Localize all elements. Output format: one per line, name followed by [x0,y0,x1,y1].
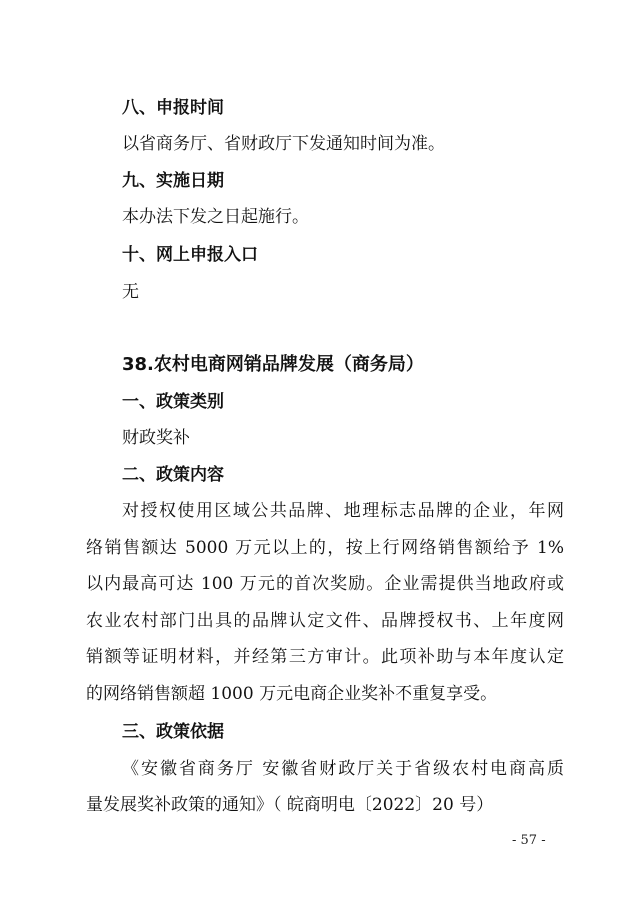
content-line: 的网络销售额超 1000 万元电商企业奖补不重复享受。 [86,684,498,704]
heading-policy-basis: 三、政策依据 [122,722,224,742]
paragraph-implementation-date: 本办法下发之日起施行。 [122,207,309,227]
heading-implementation-date: 九、实施日期 [122,171,224,191]
heading-policy-category: 一、政策类别 [122,392,224,412]
paragraph-policy-category: 财政奖补 [122,428,190,448]
content-line: 农业农村部门出具的品牌认定文件、品牌授权书、上年度网 [86,611,564,631]
paragraph-online-entry: 无 [122,282,139,302]
basis-line: 《安徽省商务厅 安徽省财政厅关于省级农村电商高质 [122,759,564,779]
content-line: 络销售额达 5000 万元以上的，按上行网络销售额给予 1% [86,538,564,558]
policy-title: 38.农村电商网销品牌发展（商务局） [122,354,424,375]
page-number: - 57 - [512,833,546,848]
heading-application-time: 八、申报时间 [122,98,224,118]
basis-line: 量发展奖补政策的通知》（ 皖商明电〔2022〕20 号） [86,795,494,815]
heading-policy-content: 二、政策内容 [122,465,224,485]
heading-online-entry: 十、网上申报入口 [122,245,258,265]
content-line: 销额等证明材料，并经第三方审计。此项补助与本年度认定 [86,647,564,667]
content-line: 对授权使用区域公共品牌、地理标志品牌的企业，年网 [122,501,564,521]
content-line: 以内最高可达 100 万元的首次奖励。企业需提供当地政府或 [86,574,564,594]
paragraph-application-time: 以省商务厅、省财政厅下发通知时间为准。 [122,134,445,154]
